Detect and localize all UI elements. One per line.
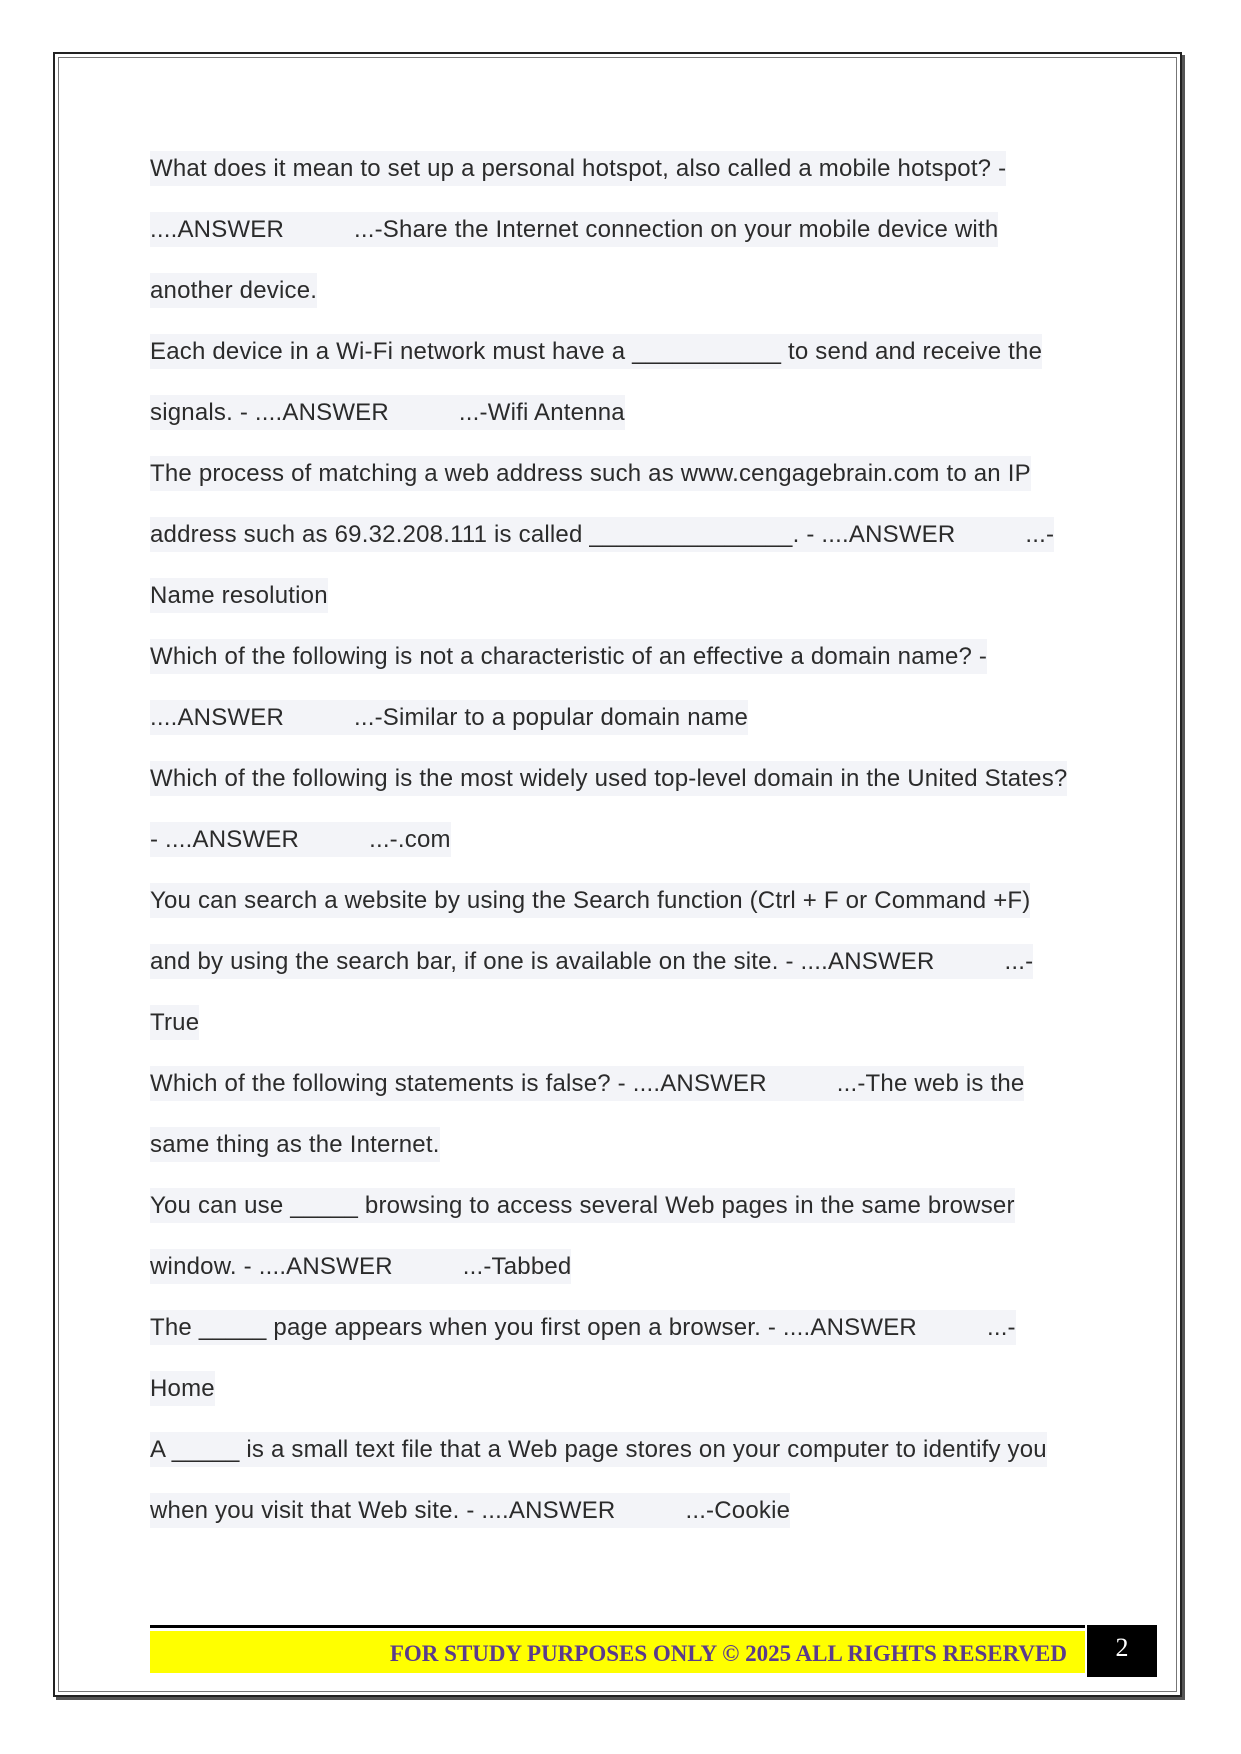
qa-line <box>150 626 1100 687</box>
qa-line <box>150 382 1100 443</box>
qa-line-text: - ....ANSWER ...-.com <box>150 822 451 857</box>
qa-line-text: Which of the following is the most widely used top-level domain in the United States? <box>150 761 1067 796</box>
qa-item <box>150 748 1100 870</box>
qa-line-text: signals. - ....ANSWER ...-Wifi Antenna <box>150 395 625 430</box>
qa-line <box>150 1358 1100 1419</box>
qa-line <box>150 1114 1100 1175</box>
qa-item <box>150 1419 1100 1541</box>
qa-item <box>150 870 1100 1053</box>
page-number: 2 <box>1087 1625 1157 1677</box>
qa-line-text: Each device in a Wi-Fi network must have a ___________ to send and receive the <box>150 334 1042 369</box>
qa-item <box>150 138 1100 321</box>
qa-line <box>150 1297 1100 1358</box>
footer-notice: FOR STUDY PURPOSES ONLY © 2025 ALL RIGHTS RESERVED <box>389 1641 1067 1666</box>
qa-line <box>150 992 1100 1053</box>
qa-line <box>150 748 1100 809</box>
question-answer-list <box>150 138 1100 1541</box>
footer-band <box>150 1631 1085 1673</box>
qa-line-text: Name resolution <box>150 578 328 613</box>
qa-line <box>150 1480 1100 1541</box>
qa-line <box>150 199 1100 260</box>
qa-line-text: True <box>150 1005 199 1040</box>
qa-line-text: window. - ....ANSWER ...-Tabbed <box>150 1249 571 1284</box>
qa-line <box>150 504 1100 565</box>
qa-line-text: A _____ is a small text file that a Web page stores on your computer to identify you <box>150 1432 1047 1467</box>
qa-line-text: ....ANSWER ...-Similar to a popular domain name <box>150 700 748 735</box>
qa-item <box>150 1175 1100 1297</box>
qa-item <box>150 626 1100 748</box>
qa-line <box>150 321 1100 382</box>
qa-line <box>150 870 1100 931</box>
qa-line <box>150 1175 1100 1236</box>
footer-divider <box>150 1625 1085 1628</box>
qa-item <box>150 1297 1100 1419</box>
qa-line <box>150 1053 1100 1114</box>
qa-line <box>150 809 1100 870</box>
qa-line <box>150 931 1100 992</box>
qa-line <box>150 138 1100 199</box>
qa-line-text: another device. <box>150 273 317 308</box>
qa-line <box>150 260 1100 321</box>
qa-item <box>150 443 1100 626</box>
qa-line-text: and by using the search bar, if one is available on the site. - ....ANSWER ...- <box>150 944 1033 979</box>
qa-line-text: when you visit that Web site. - ....ANSWER ...-Cookie <box>150 1493 790 1528</box>
qa-line-text: Which of the following is not a characteristic of an effective a domain name? - <box>150 639 987 674</box>
qa-line <box>150 1419 1100 1480</box>
qa-line-text: address such as 69.32.208.111 is called _______________. - ....ANSWER ...- <box>150 517 1054 552</box>
qa-line-text: The process of matching a web address such as www.cengagebrain.com to an IP <box>150 456 1031 491</box>
qa-line <box>150 687 1100 748</box>
qa-line-text: same thing as the Internet. <box>150 1127 440 1162</box>
qa-line <box>150 443 1100 504</box>
qa-line-text: The _____ page appears when you first open a browser. - ....ANSWER ...- <box>150 1310 1016 1345</box>
qa-line-text: Home <box>150 1371 215 1406</box>
qa-item <box>150 321 1100 443</box>
qa-line-text: You can use _____ browsing to access several Web pages in the same browser <box>150 1188 1015 1223</box>
qa-line <box>150 565 1100 626</box>
qa-line-text: You can search a website by using the Search function (Ctrl + F or Command +F) <box>150 883 1030 918</box>
qa-line <box>150 1236 1100 1297</box>
qa-line-text: ....ANSWER ...-Share the Internet connection on your mobile device with <box>150 212 998 247</box>
qa-line-text: Which of the following statements is false? - ....ANSWER ...-The web is the <box>150 1066 1024 1101</box>
qa-item <box>150 1053 1100 1175</box>
qa-line-text: What does it mean to set up a personal hotspot, also called a mobile hotspot? - <box>150 151 1006 186</box>
